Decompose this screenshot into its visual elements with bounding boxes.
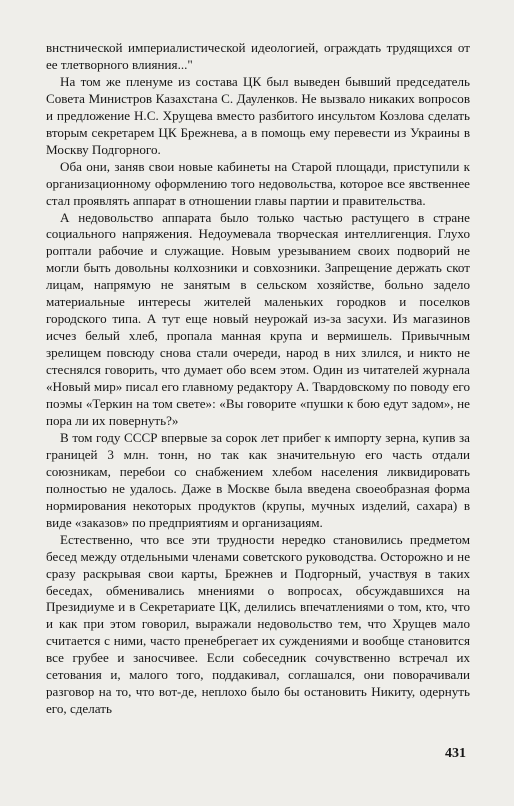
paragraph-1: внстнической империалистической идеологией, ограждать трудящихся от ее тлетворного влияния...": [46, 40, 470, 72]
page-number: 431: [445, 746, 466, 761]
paragraph-2: На том же пленуме из состава ЦК был выведен бывший председатель Совета Министров Казахстана С. Дауленков. Не вызвало никаких вопросов и предложение Н.С. Хрущева вместо разбитого инсультом Козлова сделать вторым секретарем ЦК Брежнева, а в помощь ему перевести из Украины в Москву Подгорного.: [46, 73, 470, 157]
paragraph-3: Оба они, заняв свои новые кабинеты на Старой площади, приступили к организационному оформлению того недовольства, которое все явственнее стал проявлять аппарат в отношении главы партии и правительства.: [46, 158, 470, 208]
paragraph-5: В том году СССР впервые за сорок лет прибег к импорту зерна, купив за границей 3 млн. тонн, но так как значительную его часть отдали союзникам, перебои со снабжением хлебом населения ликвидировать полностью не удалось. Даже в Москве была введена своеобразная форма нормирования некоторых продуктов (крупы, мучных изделий, сахара) в виде «заказов» по предприятиям и организациям.: [46, 429, 470, 530]
paragraph-6: Естественно, что все эти трудности нередко становились предметом бесед между отдельными членами советского руководства. Осторожно и не сразу раскрывая свои карты, Брежнев и Подгорный, участвуя в таких беседах, обменивались мнениями о вопросах, обсуждавшихся на Президиуме и в Секретариате ЦК, делились впечатлениями о том, кто, что и как при этом говорил, выражали недовольство тем, что Хрущев мало считается с ними, часто пренебрегает их суждениями и вообще становится все грубее и заносчивее. Если собеседник сочувственно встречал их сетования и, малого того, поддакивал, соглашался, они поворачивали разговор на то, что вот-де, неплохо было бы остановить Никиту, одернуть его, сделать: [46, 531, 470, 717]
paragraph-4: А недовольство аппарата было только частью растущего в стране социального напряжения. Недоумевала творческая интеллигенция. Глухо роптали рабочие и служащие. Новым урезыванием своих подворий не могли быть довольны колхозники и совхозники. Запрещение держать скот лицам, напрямую не занятым в сельском хозяйстве, больно задело материальные интересы жителей маленьких городков и поселков городского типа. А тут еще новый неурожай из-за засухи. Из магазинов исчез белый хлеб, пропала манная крупа и вермишель. Привычным зрелищем повсюду снова стали очереди, народ в них злился, и никто не стеснялся говорить, что думает обо всем этом. Один из читателей журнала «Новый мир» писал его главному редактору А. Твардовскому по поводу его поэмы «Теркин на том свете»: «Вы говорите «пушки к бою едут задом», не пора ли их повернуть?»: [46, 209, 470, 428]
book-page-text: [46, 40, 470, 718]
